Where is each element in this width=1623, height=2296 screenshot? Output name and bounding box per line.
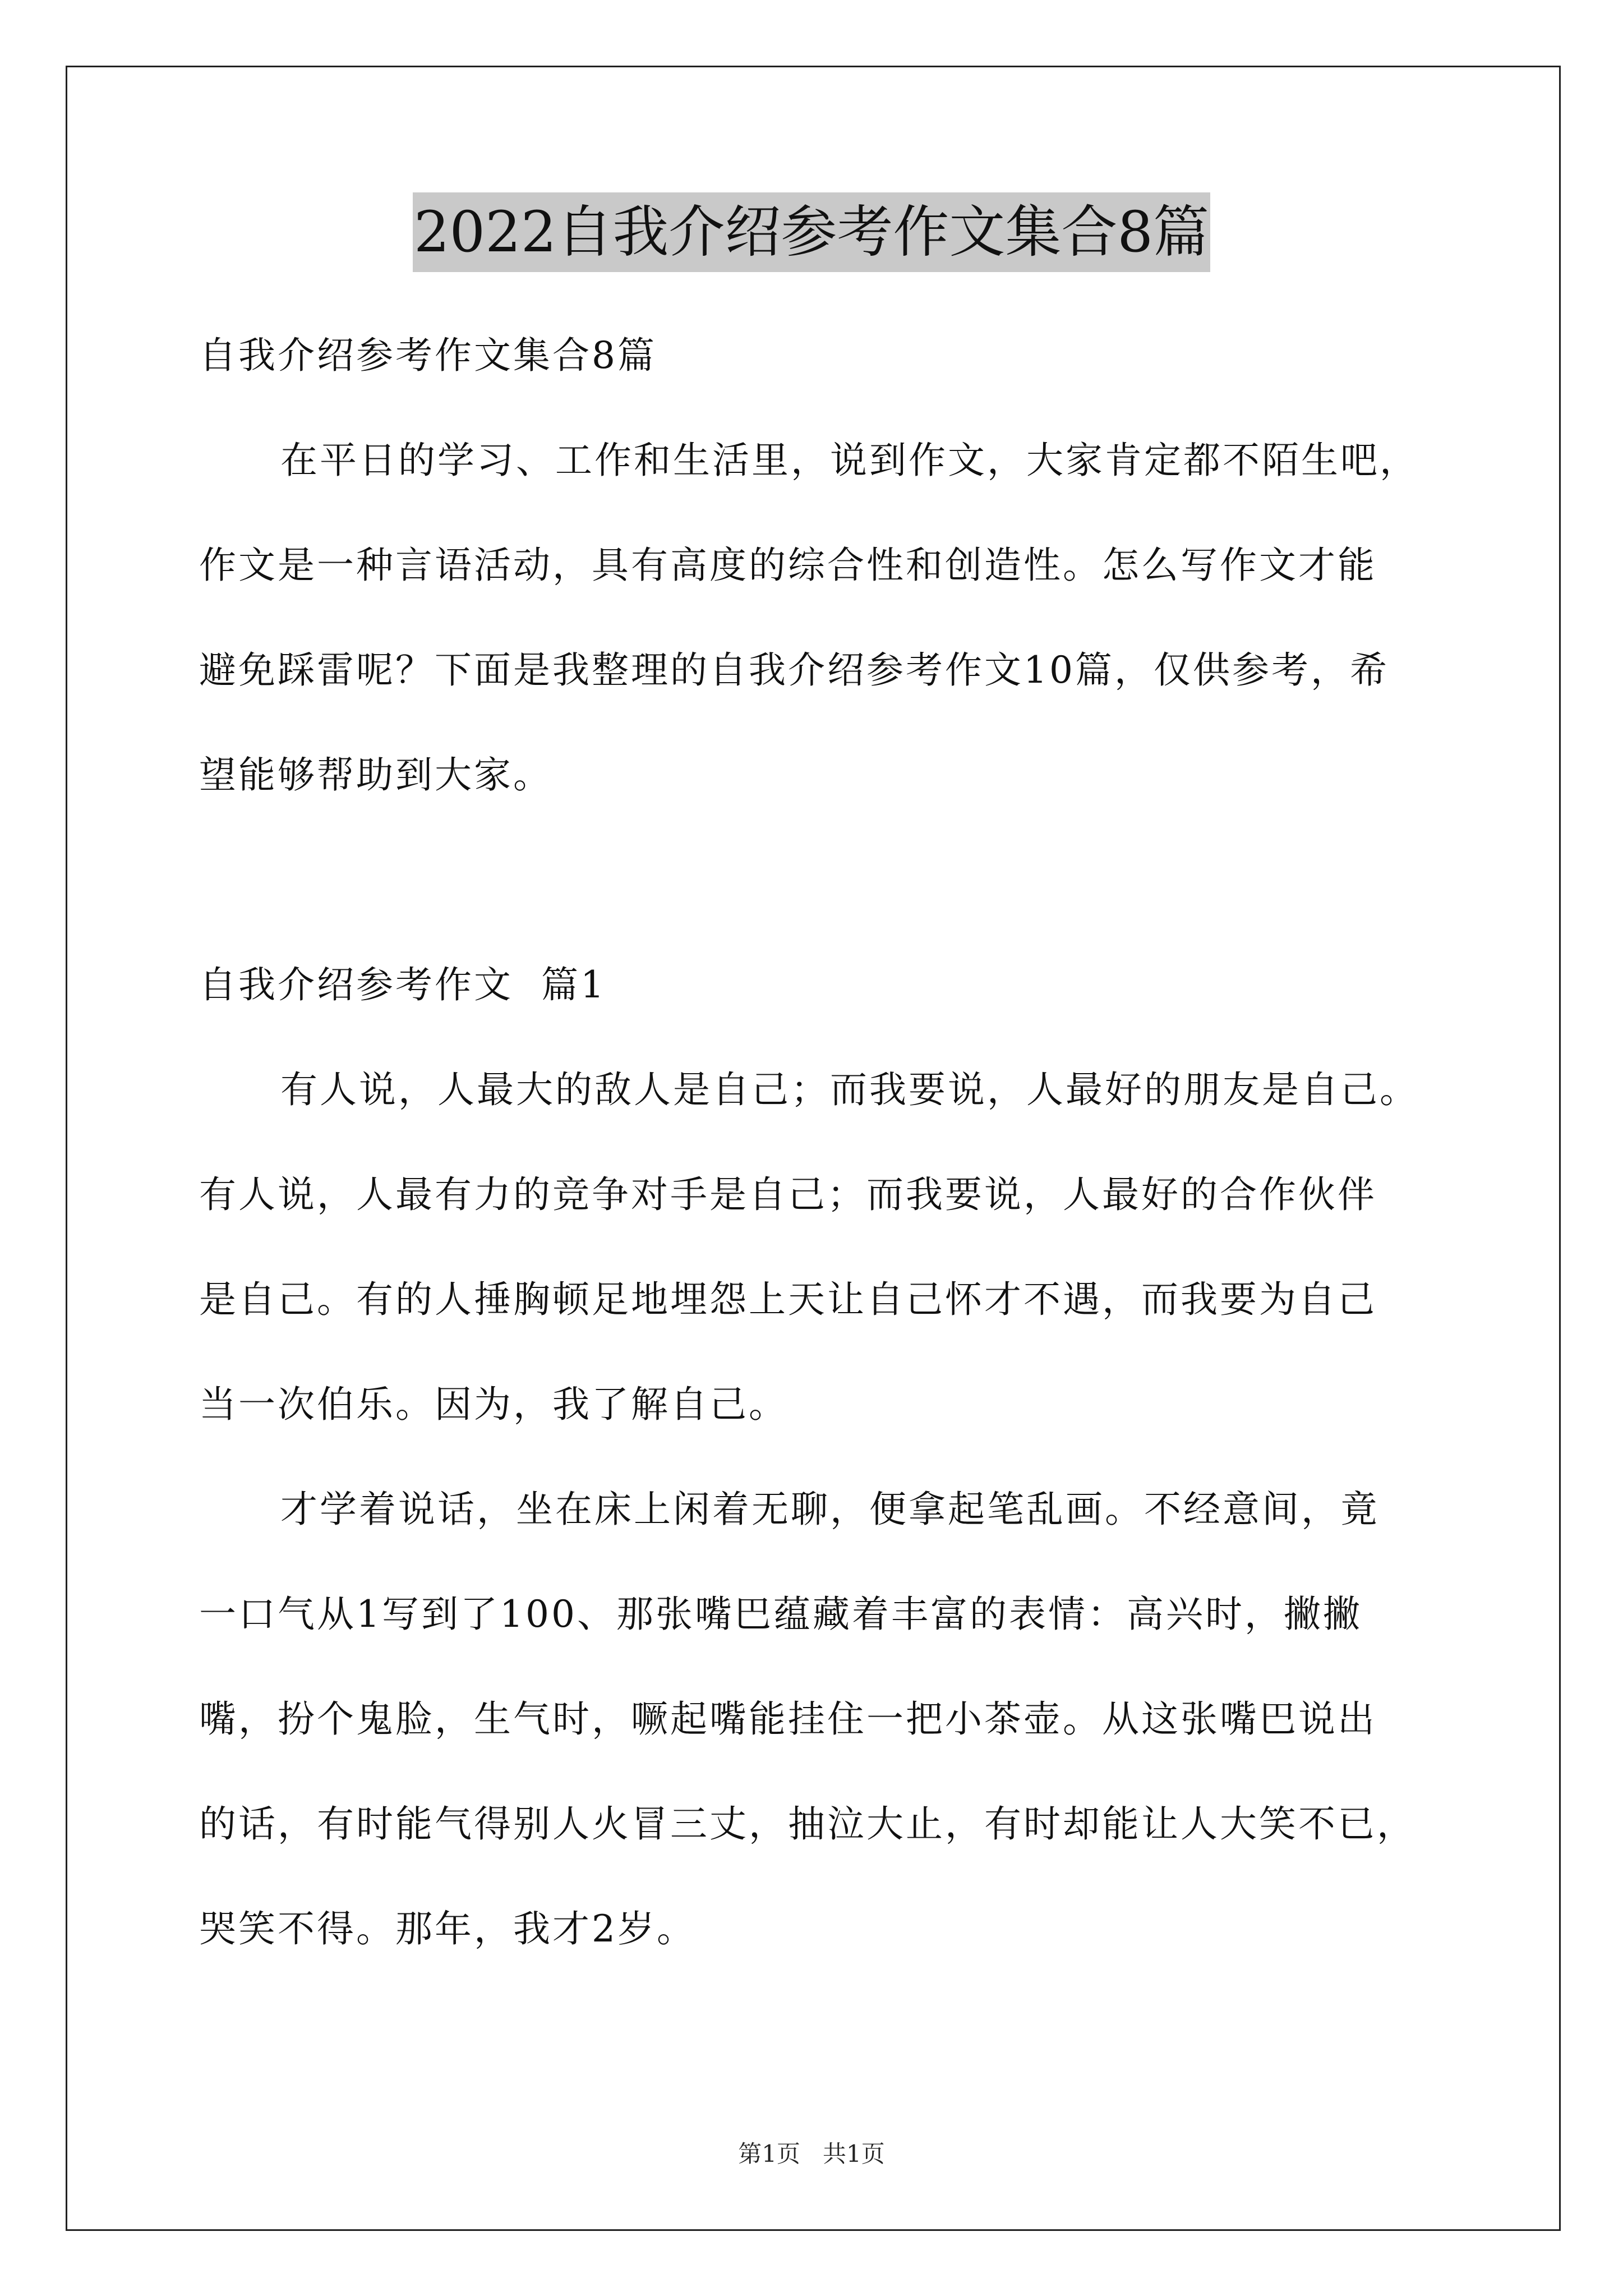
paragraph-line: 当一次伯乐。因为，我了解自己。 (199, 1383, 788, 1426)
paragraph-line: 有人说，人最大的敌人是自己；而我要说，人最好的朋友是自己。 (280, 1068, 1419, 1111)
paragraph-2 (199, 1457, 1433, 1981)
paragraph-line: 哭笑不得。那年，我才2岁。 (199, 1907, 696, 1950)
intro-line: 在平日的学习、工作和生活里，说到作文，大家肯定都不陌生吧， (280, 439, 1419, 482)
paragraph-1 (199, 1037, 1433, 1457)
document-subtitle: 自我介绍参考作文集合8篇 (199, 334, 657, 377)
paragraph-line: 的话，有时能气得别人火冒三丈，抽泣大止，有时却能让人大笑不已， (199, 1802, 1416, 1846)
section-heading: 自我介绍参考作文 篇1 (199, 963, 606, 1006)
intro-paragraph (199, 408, 1433, 827)
intro-line: 避免踩雷呢？下面是我整理的自我介绍参考作文10篇，仅供参考，希 (199, 648, 1389, 692)
paragraph-line: 嘴，扮个鬼脸，生气时，噘起嘴能挂住一把小茶壶。从这张嘴巴说出 (199, 1697, 1377, 1741)
paragraph-line: 才学着说话，坐在床上闲着无聊，便拿起笔乱画。不经意间，竟 (280, 1488, 1380, 1531)
page-footer: 第1页 共1页 (738, 2140, 885, 2168)
document-title: 2022自我介绍参考作文集合8篇 (413, 192, 1210, 272)
paragraph-line: 一口气从1写到了100、那张嘴巴蕴藏着丰富的表情：高兴时，撇撇 (199, 1593, 1362, 1636)
paragraph-line: 有人说，人最有力的竞争对手是自己；而我要说，人最好的合作伙伴 (199, 1173, 1377, 1216)
document-body (199, 303, 1433, 1981)
paragraph-line: 是自己。有的人捶胸顿足地埋怨上天让自己怀才不遇，而我要为自己 (199, 1278, 1377, 1321)
paragraph-spacer (199, 827, 1433, 932)
intro-line: 作文是一种言语活动，具有高度的综合性和创造性。怎么写作文才能 (199, 544, 1377, 587)
title-container (0, 192, 1623, 272)
intro-line: 望能够帮助到大家。 (199, 753, 552, 797)
